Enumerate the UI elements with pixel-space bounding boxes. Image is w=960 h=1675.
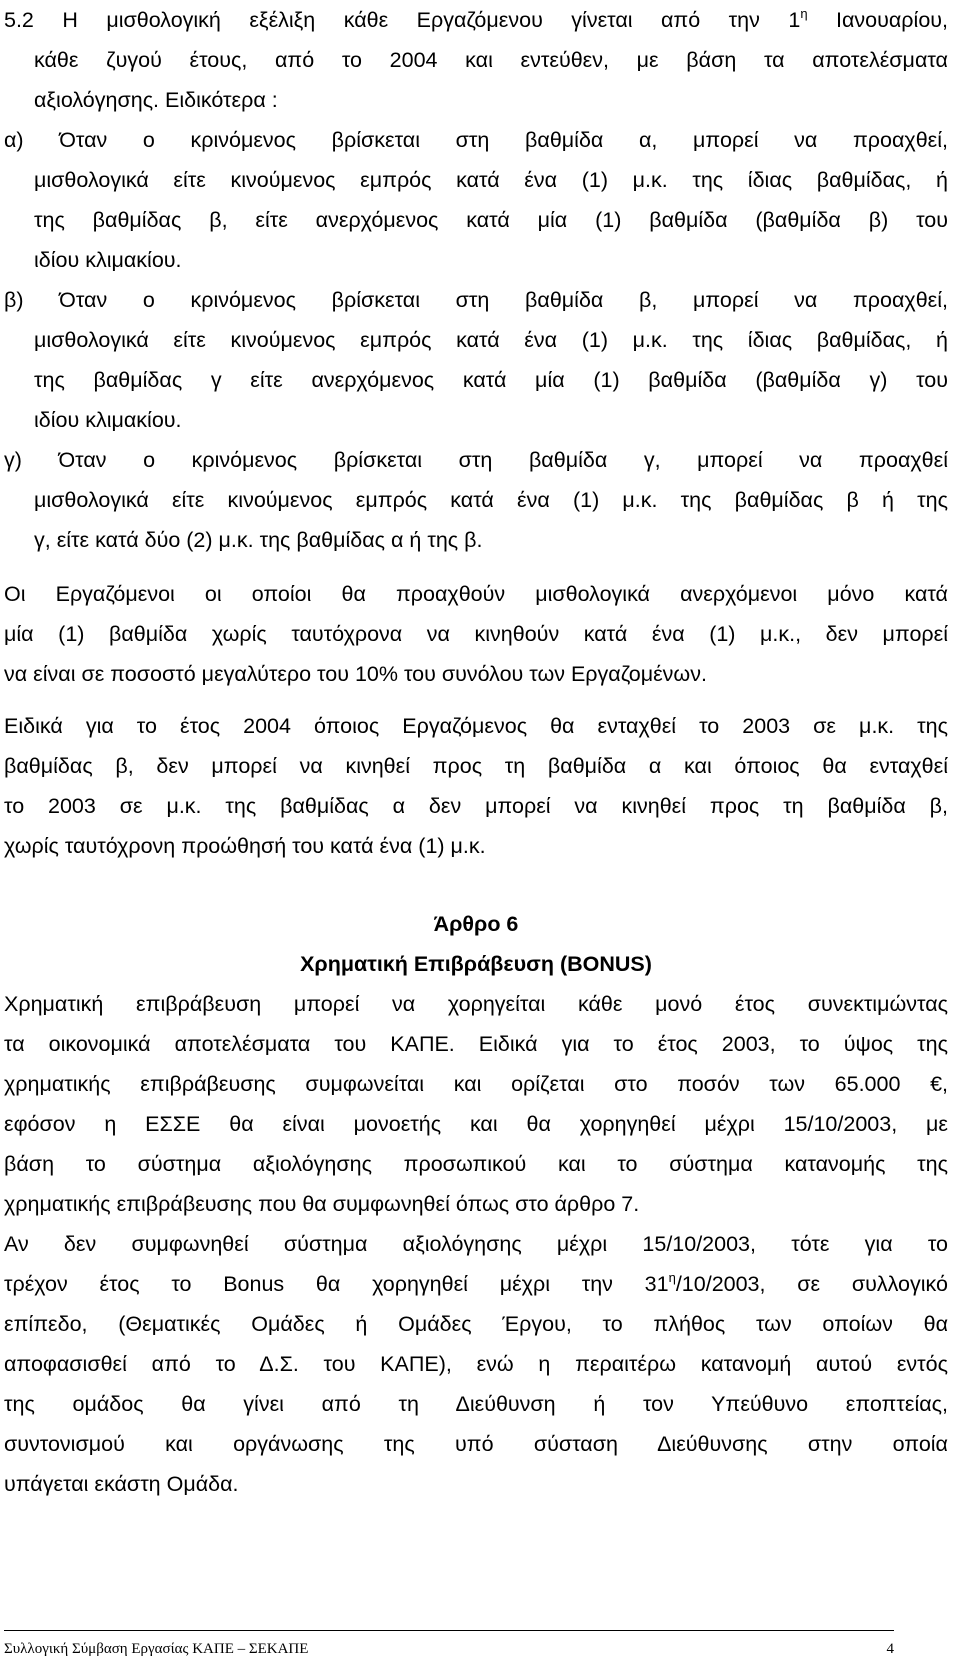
text-line: συντονισμού και οργάνωσης της υπό σύσταση Διεύθυνσης στην οποία [4,1432,948,1456]
paragraph-bonus [4,984,948,1224]
text-line: Χρηματική επιβράβευση μπορεί να χορηγείται κάθε μονό έτος συνεκτιμώντας [4,992,948,1016]
text-line: β) Όταν ο κρινόμενος βρίσκεται στη βαθμίδα β, μπορεί να προαχθεί, [4,288,948,312]
text-line: να είναι σε ποσοστό μεγαλύτερο του 10% του συνόλου των Εργαζομένων. [4,662,707,686]
text-line: μισθολογικά είτε κινούμενος εμπρός κατά ένα (1) μ.κ. της βαθμίδας β ή της [34,488,948,512]
footer-title: Συλλογική Σύμβαση Εργασίας ΚΑΠΕ – ΣΕΚΑΠΕ [4,1641,309,1657]
text-line: χρηματικής επιβράβευσης συμφωνείται και ορίζεται στο ποσόν των 65.000 €, [4,1072,948,1096]
text-line: της βαθμίδας γ είτε ανερχόμενος κατά μία (1) βαθμίδα (βαθμίδα γ) του [34,368,948,392]
text-line: κάθε ζυγού έτους, από το 2004 και εντεύθεν, με βάση τα αποτελέσματα [34,48,948,72]
page-number: 4 [886,1641,894,1657]
text-line: αξιολόγησης. Ειδικότερα : [34,88,278,112]
paragraph-2004 [4,706,948,866]
text-line [4,0,948,40]
text-line: γ) Όταν ο κρινόμενος βρίσκεται στη βαθμίδα γ, μπορεί να προαχθεί [4,448,948,472]
paragraph-fallback [4,1224,948,1504]
text-line: ιδίου κλιμακίου. [34,248,182,272]
text-line: α) Όταν ο κρινόμενος βρίσκεται στη βαθμίδα α, μπορεί να προαχθεί, [4,128,948,152]
text-line: το 2003 σε μ.κ. της βαθμίδας α δεν μπορεί να κινηθεί προς τη βαθμίδα β, [4,794,948,818]
text-line: της ομάδος θα γίνει από τη Διεύθυνση ή τον Υπεύθυνο εποπτείας, [4,1392,948,1416]
text-fragment: 5.2 Η μισθολογική εξέλιξη κάθε Εργαζόμενου γίνεται από την 1 [4,8,801,32]
text-line: χωρίς ταυτόχρονη προώθησή του κατά ένα (1) μ.κ. [4,834,486,858]
text-line [4,1264,948,1304]
section-5-2 [4,0,948,120]
text-line: μισθολογικά είτε κινούμενος εμπρός κατά ένα (1) μ.κ. της ίδιας βαθμίδας, ή [34,328,948,352]
text-line: βάση το σύστημα αξιολόγησης προσωπικού και το σύστημα κατανομής της [4,1152,948,1176]
text-line: μισθολογικά είτε κινούμενος εμπρός κατά ένα (1) μ.κ. της ίδιας βαθμίδας, ή [34,168,948,192]
text-line: τα οικονομικά αποτελέσματα του ΚΑΠΕ. Ειδικά για το έτος 2003, το ύψος της [4,1032,948,1056]
list-item-a [4,120,948,280]
text-fragment: /10/2003, σε συλλογικό [675,1272,948,1296]
text-line: υπάγεται εκάστη Ομάδα. [4,1472,239,1496]
superscript: η [668,1270,676,1285]
document-page [4,0,948,1504]
article-header [4,904,948,984]
article-subheading: Χρηματική Επιβράβευση (BONUS) [300,952,652,976]
list-item-c [4,440,948,560]
text-line: μία (1) βαθμίδα χωρίς ταυτόχρονα να κινηθούν κατά ένα (1) μ.κ., δεν μπορεί [4,622,948,646]
text-line: βαθμίδας β, δεν μπορεί να κινηθεί προς τη βαθμίδα α και όποιος θα ενταχθεί [4,754,948,778]
text-line: επίπεδο, (Θεματικές Ομάδες ή Ομάδες Έργου, το πλήθος των οποίων θα [4,1312,948,1336]
text-line: αποφασισθεί από το Δ.Σ. του ΚΑΠΕ), ενώ η περαιτέρω κατανομή αυτού εντός [4,1352,948,1376]
text-line: εφόσον η ΕΣΣΕ θα είναι μονοετής και θα χορηγηθεί μέχρι 15/10/2003, με [4,1112,948,1136]
text-fragment: Ιανουαρίου, [807,8,948,32]
text-line: της βαθμίδας β, είτε ανερχόμενος κατά μία (1) βαθμίδα (βαθμίδα β) του [34,208,948,232]
text-line: Ειδικά για το έτος 2004 όποιος Εργαζόμενος θα ενταχθεί το 2003 σε μ.κ. της [4,714,948,738]
text-line: ιδίου κλιμακίου. [34,408,182,432]
article-heading: Άρθρο 6 [433,912,519,936]
text-line: Οι Εργαζόμενοι οι οποίοι θα προαχθούν μισθολογικά ανερχόμενοι μόνο κατά [4,582,948,606]
page-footer [4,1630,894,1658]
text-line: Αν δεν συμφωνηθεί σύστημα αξιολόγησης μέχρι 15/10/2003, τότε για το [4,1232,948,1256]
list-item-b [4,280,948,440]
paragraph-limit [4,574,948,694]
text-line: χρηματικής επιβράβευσης που θα συμφωνηθεί όπως στο άρθρο 7. [4,1192,640,1216]
text-line: γ, είτε κατά δύο (2) μ.κ. της βαθμίδας α ή της β. [34,528,483,552]
superscript: η [800,6,808,21]
text-fragment: τρέχον έτος το Bonus θα χορηγηθεί μέχρι την 31 [4,1272,669,1296]
